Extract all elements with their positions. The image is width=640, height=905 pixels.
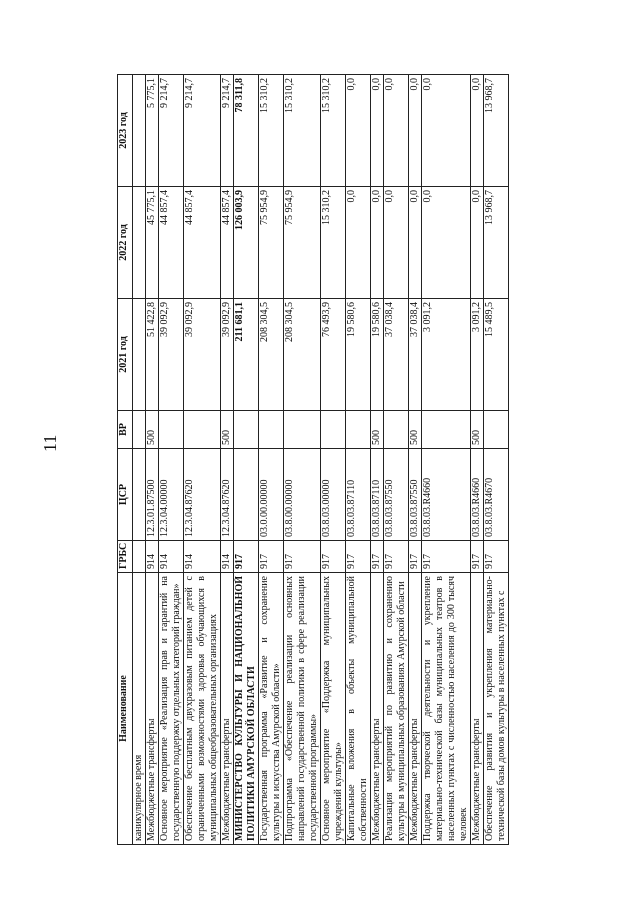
cell-vr — [259, 411, 284, 449]
cell-grbs: 917 — [371, 541, 384, 573]
cell-y2022: 13 968,7 — [484, 187, 509, 299]
cell-csr — [234, 449, 259, 541]
cell-y2022: 44 857,4 — [221, 187, 234, 299]
cell-name: Обеспечение бесплатным двухразовым питанием детей с ограниченными возможностями здоровья обучающихся в муниципальных общеобразовательных организациях — [184, 573, 221, 845]
table-row — [284, 75, 321, 845]
cell-y2023: 0,0 — [346, 75, 371, 187]
table-row — [409, 75, 422, 845]
cell-y2021: 39 092,9 — [221, 299, 234, 411]
header-2023: 2023 год — [118, 75, 133, 187]
cell-grbs: 917 — [422, 541, 471, 573]
cell-csr: 03.0.00.00000 — [259, 449, 284, 541]
table-row — [346, 75, 371, 845]
cell-vr — [159, 411, 184, 449]
cell-name: Межбюджетные трансферты — [371, 573, 384, 845]
cell-name: Межбюджетные трансферты — [471, 573, 484, 845]
header-2021: 2021 год — [118, 299, 133, 411]
cell-grbs: 917 — [409, 541, 422, 573]
cell-y2023: 15 310,2 — [321, 75, 346, 187]
cell-grbs: 917 — [384, 541, 409, 573]
cell-y2021: 211 681,1 — [234, 299, 259, 411]
cell-name: Государственная программа «Развитие и сохранение культуры и искусства Амурской области» — [259, 573, 284, 845]
cell-y2023: 0,0 — [471, 75, 484, 187]
table-row — [159, 75, 184, 845]
cell-csr: 03.8.03.87550 — [384, 449, 409, 541]
cell-y2021: 208 304,5 — [259, 299, 284, 411]
table-row — [184, 75, 221, 845]
cell-y2023: 13 968,7 — [484, 75, 509, 187]
page-number: 11 — [40, 434, 60, 452]
cell-y2021: 208 304,5 — [284, 299, 321, 411]
cell-y2023 — [133, 75, 146, 187]
cell-vr — [384, 411, 409, 449]
cell-csr: 03.8.03.R4660 — [471, 449, 484, 541]
table-row — [422, 75, 471, 845]
table-row — [384, 75, 409, 845]
table-row — [321, 75, 346, 845]
cell-grbs: 917 — [259, 541, 284, 573]
cell-y2021: 15 489,5 — [484, 299, 509, 411]
cell-y2022: 75 954,9 — [259, 187, 284, 299]
cell-y2022: 45 775,1 — [146, 187, 159, 299]
cell-name: МИНИСТЕРСТВО КУЛЬТУРЫ И НАЦИОНАЛЬНОЙ ПОЛИТИКИ АМУРСКОЙ ОБЛАСТИ — [234, 573, 259, 845]
cell-name: Основное мероприятие «Поддержка муниципальных учреждений культуры» — [321, 573, 346, 845]
cell-y2023: 9 214,7 — [184, 75, 221, 187]
cell-y2023: 9 214,7 — [221, 75, 234, 187]
cell-y2023: 5 775,1 — [146, 75, 159, 187]
cell-y2021: 19 580,6 — [346, 299, 371, 411]
cell-y2022: 15 310,2 — [321, 187, 346, 299]
cell-y2023: 15 310,2 — [284, 75, 321, 187]
cell-name: Реализация мероприятий по развитию и сохранению культуры в муниципальных образованиях Амурской области — [384, 573, 409, 845]
table-row — [133, 75, 146, 845]
table-header-row — [118, 75, 133, 845]
cell-grbs: 914 — [159, 541, 184, 573]
cell-vr — [346, 411, 371, 449]
cell-vr: 500 — [409, 411, 422, 449]
cell-name: Подпрограмма «Обеспечение реализации основных направлений государственной политики в сфере реализации государственной программы» — [284, 573, 321, 845]
header-grbs: ГРБС — [118, 541, 133, 573]
cell-grbs: 914 — [221, 541, 234, 573]
cell-y2022: 0,0 — [371, 187, 384, 299]
table-row — [471, 75, 484, 845]
budget-table-container — [117, 75, 544, 845]
cell-y2021: 3 091,2 — [471, 299, 484, 411]
cell-name: Межбюджетные трансферты — [146, 573, 159, 845]
cell-y2023: 0,0 — [371, 75, 384, 187]
cell-name: Капитальные вложения в объекты муниципальной собственности — [346, 573, 371, 845]
cell-y2022: 0,0 — [471, 187, 484, 299]
cell-vr: 500 — [371, 411, 384, 449]
cell-y2022: 126 003,9 — [234, 187, 259, 299]
cell-y2021: 51 422,8 — [146, 299, 159, 411]
header-vr: ВР — [118, 411, 133, 449]
cell-vr — [284, 411, 321, 449]
cell-y2021: 37 038,4 — [384, 299, 409, 411]
cell-y2023: 0,0 — [422, 75, 471, 187]
cell-vr — [321, 411, 346, 449]
cell-name: Межбюджетные трансферты — [409, 573, 422, 845]
cell-vr: 500 — [146, 411, 159, 449]
cell-name: Основное мероприятие «Реализация прав и гарантий на государственную поддержку отдельных категорий граждан» — [159, 573, 184, 845]
header-csr: ЦСР — [118, 449, 133, 541]
cell-y2022: 0,0 — [346, 187, 371, 299]
cell-grbs: 917 — [321, 541, 346, 573]
table-row — [371, 75, 384, 845]
budget-table — [117, 74, 509, 845]
cell-y2023: 0,0 — [409, 75, 422, 187]
cell-grbs — [133, 541, 146, 573]
cell-vr — [422, 411, 471, 449]
cell-vr — [234, 411, 259, 449]
cell-csr: 03.8.03.00000 — [321, 449, 346, 541]
cell-csr: 12.3.04.00000 — [159, 449, 184, 541]
cell-y2021: 39 092,9 — [184, 299, 221, 411]
cell-vr — [184, 411, 221, 449]
cell-y2021: 3 091,2 — [422, 299, 471, 411]
cell-vr — [133, 411, 146, 449]
cell-grbs: 917 — [484, 541, 509, 573]
cell-grbs: 917 — [471, 541, 484, 573]
cell-y2021 — [133, 299, 146, 411]
cell-y2022: 0,0 — [384, 187, 409, 299]
cell-y2021: 39 092,9 — [159, 299, 184, 411]
cell-y2022: 0,0 — [422, 187, 471, 299]
cell-csr: 03.8.03.R4660 — [422, 449, 471, 541]
cell-vr — [484, 411, 509, 449]
cell-y2023: 78 311,8 — [234, 75, 259, 187]
cell-name: Поддержка творческой деятельности и укрепление материально-технической базы муниципальных театров в населенных пунктах с численностью населения до 300 тысяч человек — [422, 573, 471, 845]
cell-csr: 03.8.03.87550 — [409, 449, 422, 541]
cell-csr: 03.8.03.R4670 — [484, 449, 509, 541]
cell-name: Обеспечение развития и укрепления материально-технической базы домов культуры в населенных пунктах с — [484, 573, 509, 845]
cell-y2022 — [133, 187, 146, 299]
cell-y2021: 76 493,9 — [321, 299, 346, 411]
cell-csr: 12.3.01.87500 — [146, 449, 159, 541]
cell-y2023: 9 214,7 — [159, 75, 184, 187]
cell-y2021: 19 580,6 — [371, 299, 384, 411]
cell-y2022: 44 857,4 — [159, 187, 184, 299]
cell-name: каникулярное время — [133, 573, 146, 845]
header-name: Наименование — [118, 573, 133, 845]
table-row — [146, 75, 159, 845]
cell-grbs: 917 — [346, 541, 371, 573]
cell-vr: 500 — [471, 411, 484, 449]
cell-y2022: 44 857,4 — [184, 187, 221, 299]
cell-grbs: 917 — [284, 541, 321, 573]
cell-y2023: 15 310,2 — [259, 75, 284, 187]
cell-y2022: 0,0 — [409, 187, 422, 299]
cell-grbs: 917 — [234, 541, 259, 573]
cell-y2023: 0,0 — [384, 75, 409, 187]
table-row — [221, 75, 234, 845]
cell-vr: 500 — [221, 411, 234, 449]
cell-csr: 12.3.04.87620 — [221, 449, 234, 541]
cell-csr: 03.8.00.00000 — [284, 449, 321, 541]
table-row — [259, 75, 284, 845]
table-row — [234, 75, 259, 845]
cell-y2021: 37 038,4 — [409, 299, 422, 411]
cell-csr: 03.8.03.87110 — [346, 449, 371, 541]
cell-grbs: 914 — [146, 541, 159, 573]
cell-csr: 03.8.03.87110 — [371, 449, 384, 541]
cell-name: Межбюджетные трансферты — [221, 573, 234, 845]
cell-csr — [133, 449, 146, 541]
header-2022: 2022 год — [118, 187, 133, 299]
table-row — [484, 75, 509, 845]
cell-grbs: 914 — [184, 541, 221, 573]
cell-y2022: 75 954,9 — [284, 187, 321, 299]
cell-csr: 12.3.04.87620 — [184, 449, 221, 541]
